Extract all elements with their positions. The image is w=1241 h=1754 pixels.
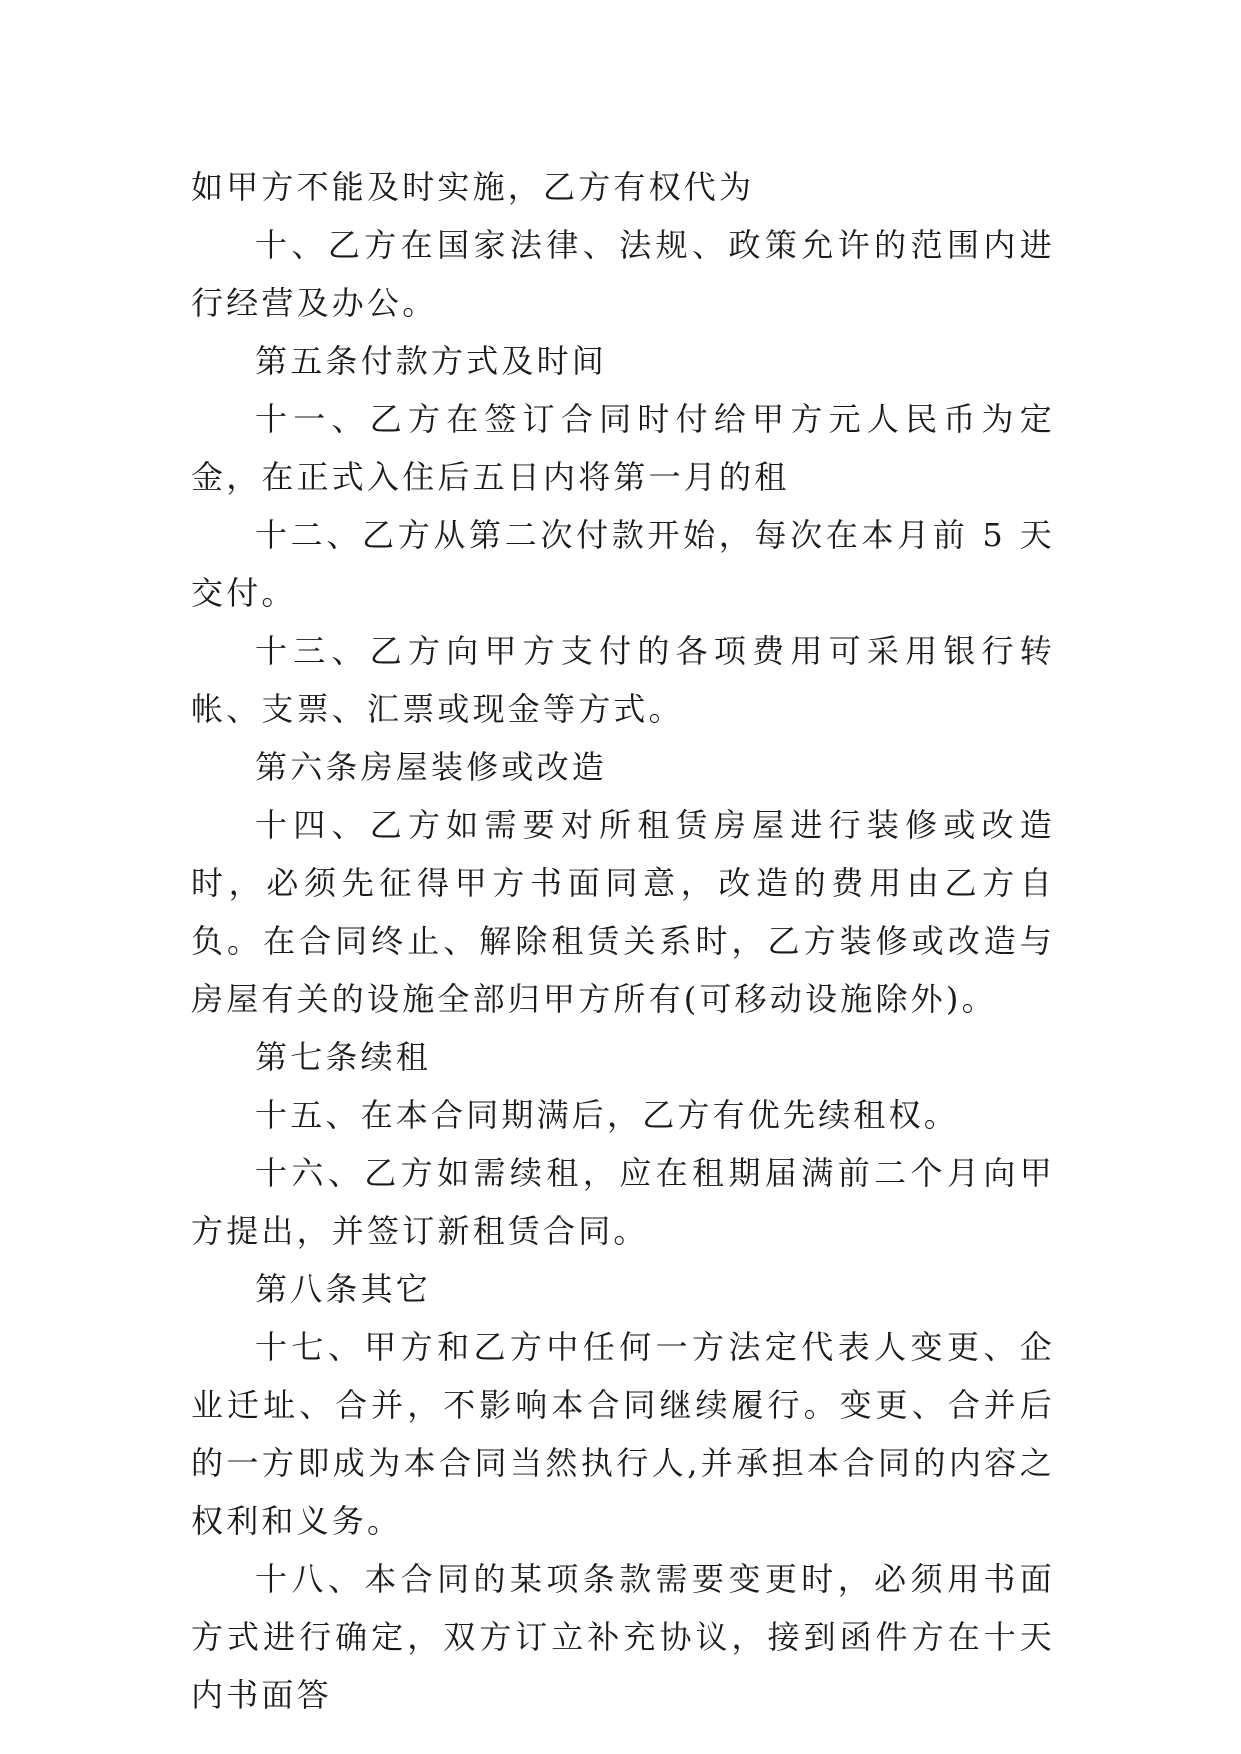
clause-17: 十七、甲方和乙方中任何一方法定代表人变更、企业迁址、合并，不影响本合同继续履行。变更、合并后的一方即成为本合同当然执行人,并承担本合同的内容之权利和义务。 xyxy=(191,1328,1055,1540)
article-5-heading: 第五条付款方式及时间 xyxy=(255,342,608,380)
document-body xyxy=(191,158,1055,1724)
article-7-heading: 第七条续租 xyxy=(255,1038,432,1076)
paragraph-continuation: 如甲方不能及时实施，乙方有权代为 xyxy=(191,168,755,206)
clause-14: 十四、乙方如需要对所租赁房屋进行装修或改造时，必须先征得甲方书面同意，改造的费用由乙方自负。在合同终止、解除租赁关系时，乙方装修或改造与房屋有关的设施全部归甲方所有(可移动设施除外)。 xyxy=(191,806,1055,1018)
clause-10: 十、乙方在国家法律、法规、政策允许的范围内进行经营及办公。 xyxy=(191,226,1055,322)
article-8-heading: 第八条其它 xyxy=(255,1270,432,1308)
clause-13: 十三、乙方向甲方支付的各项费用可采用银行转帐、支票、汇票或现金等方式。 xyxy=(191,632,1055,728)
clause-18: 十八、本合同的某项条款需要变更时，必须用书面方式进行确定，双方订立补充协议，接到函件方在十天内书面答 xyxy=(191,1560,1055,1714)
clause-15: 十五、在本合同期满后，乙方有优先续租权。 xyxy=(255,1096,960,1134)
clause-11: 十一、乙方在签订合同时付给甲方元人民币为定金，在正式入住后五日内将第一月的租 xyxy=(191,400,1055,496)
clause-12: 十二、乙方从第二次付款开始，每次在本月前 5 天交付。 xyxy=(191,516,1055,612)
clause-16: 十六、乙方如需续租，应在租期届满前二个月向甲方提出，并签订新租赁合同。 xyxy=(191,1154,1055,1250)
article-6-heading: 第六条房屋装修或改造 xyxy=(255,748,608,786)
